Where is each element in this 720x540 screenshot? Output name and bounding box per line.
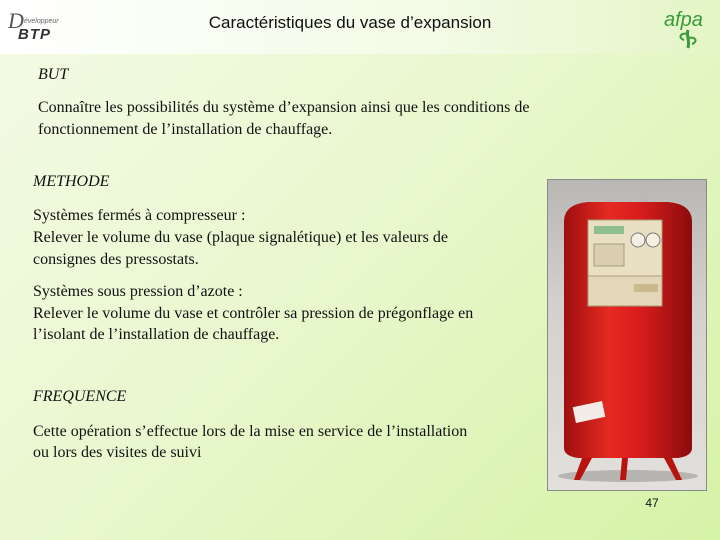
but-heading: BUT: [38, 66, 69, 83]
header-bar: [0, 0, 720, 54]
expansion-vessel-illustration: [548, 180, 706, 490]
expansion-vessel-photo: [547, 179, 707, 491]
methode-block2-line-1: Systèmes sous pression d’azote :: [33, 283, 243, 300]
logo-left-subtext: éveloppeur: [24, 18, 59, 25]
page-number: 47: [645, 496, 659, 510]
methode-block2-line-3: l’isolant de l’installation de chauffage.: [33, 326, 280, 343]
afpa-logo: [660, 4, 716, 50]
methode-heading: METHODE: [33, 173, 110, 190]
logo-left-letter: D: [8, 8, 24, 33]
frequence-line-2: ou lors des visites de suivi: [33, 444, 202, 461]
developpeur-btp-logo: [6, 8, 68, 44]
afpa-logo-text: afpa: [664, 9, 703, 31]
logo-left-btp: BTP: [18, 26, 51, 43]
methode-block1-line-1: Systèmes fermés à compresseur :: [33, 207, 246, 224]
page-title: Caractéristiques du vase d’expansion: [208, 13, 492, 32]
methode-block1-line-2: Relever le volume du vase (plaque signalétique) et les valeurs de: [33, 229, 448, 246]
but-line-1: Connaître les possibilités du système d’expansion ainsi que les conditions de: [38, 99, 530, 116]
methode-block1-line-3: consignes des pressostats.: [33, 251, 199, 268]
frequence-heading: FREQUENCE: [33, 388, 127, 405]
but-line-2: fonctionnement de l’installation de chauffage.: [38, 121, 333, 138]
methode-block2-line-2: Relever le volume du vase et contrôler sa pression de prégonflage en: [33, 305, 474, 322]
frequence-line-1: Cette opération s’effectue lors de la mise en service de l’installation: [33, 423, 468, 440]
